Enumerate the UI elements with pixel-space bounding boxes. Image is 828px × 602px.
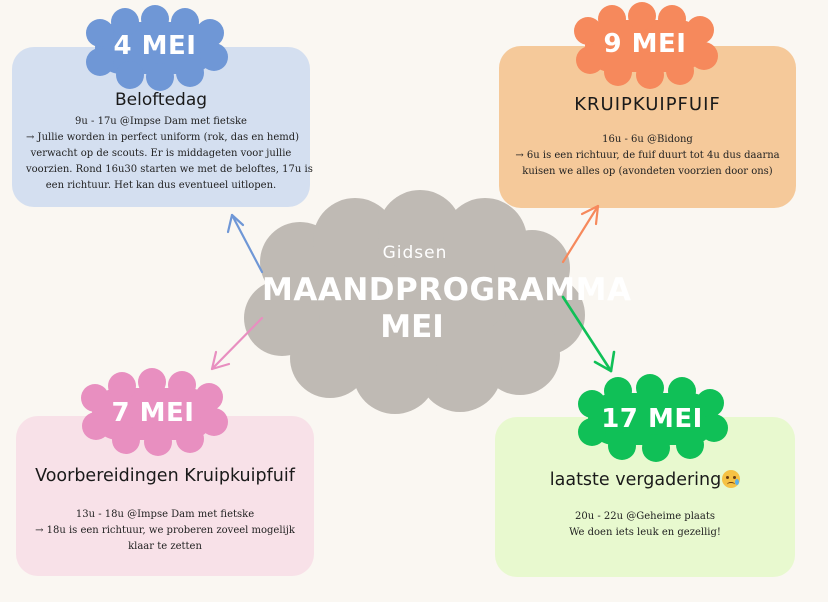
event-kruipkuipfuif xyxy=(499,46,796,208)
event-details xyxy=(513,132,782,180)
event-beloftedag xyxy=(12,47,313,207)
event-title: KRUIPKUIPFUIF xyxy=(574,94,721,115)
detail-line: 13u - 18u @Impse Dam met fietske xyxy=(75,509,255,520)
detail-line: → 6u is een richtuur, de fuif duurt tot 4u dus daarna xyxy=(515,150,780,161)
detail-line: kuisen we alles op (avondeten voorzien door ons) xyxy=(522,166,773,177)
center-title-line1: MAANDPROGRAMMA xyxy=(262,272,632,308)
center-title-line2: MEI xyxy=(380,309,444,345)
event-title: Beloftedag xyxy=(114,90,208,110)
detail-line: verwacht op de scouts. Er is middageten voor jullie xyxy=(30,148,292,159)
date-badge-7-mei: 7 MEI xyxy=(111,398,195,428)
detail-line: 9u - 17u @Impse Dam met fietske xyxy=(75,116,247,127)
date-badge-9-mei: 9 MEI xyxy=(603,29,687,59)
event-details xyxy=(509,509,781,541)
detail-line: 16u - 6u @Bidong xyxy=(602,134,693,145)
center-subtitle: Gidsen xyxy=(382,243,448,263)
event-title: laatste vergadering xyxy=(549,470,722,490)
event-details xyxy=(26,114,313,194)
detail-line: 20u - 22u @Geheime plaats xyxy=(575,511,715,522)
detail-line: voorzien. Rond 16u30 starten we met de beloftes, 17u is xyxy=(26,164,313,175)
event-laatste-vergadering xyxy=(495,417,795,577)
detail-line: We doen iets leuk en gezellig! xyxy=(569,527,721,538)
detail-line: → 18u is een richtuur, we proberen zoveel mogelijk xyxy=(35,525,295,536)
detail-line: → Jullie worden in perfect uniform (rok, das en hemd) xyxy=(26,132,300,143)
event-details xyxy=(30,507,300,555)
arrow-to-9-mei xyxy=(563,206,598,262)
event-voorbereidingen-kruipkuipfuif xyxy=(16,416,314,576)
date-badge-17-mei: 17 MEI xyxy=(601,404,703,434)
sad-face-emoji-icon xyxy=(722,470,740,488)
detail-line: een richtuur. Het kan dus eventueel uitlopen. xyxy=(45,180,277,191)
arrow-to-4-mei xyxy=(228,215,262,272)
event-title-row xyxy=(495,470,795,490)
detail-line: klaar te zetten xyxy=(128,541,202,552)
date-badge-4-mei: 4 MEI xyxy=(113,31,197,61)
event-title: Voorbereidingen Kruipkuipfuif xyxy=(35,466,295,486)
